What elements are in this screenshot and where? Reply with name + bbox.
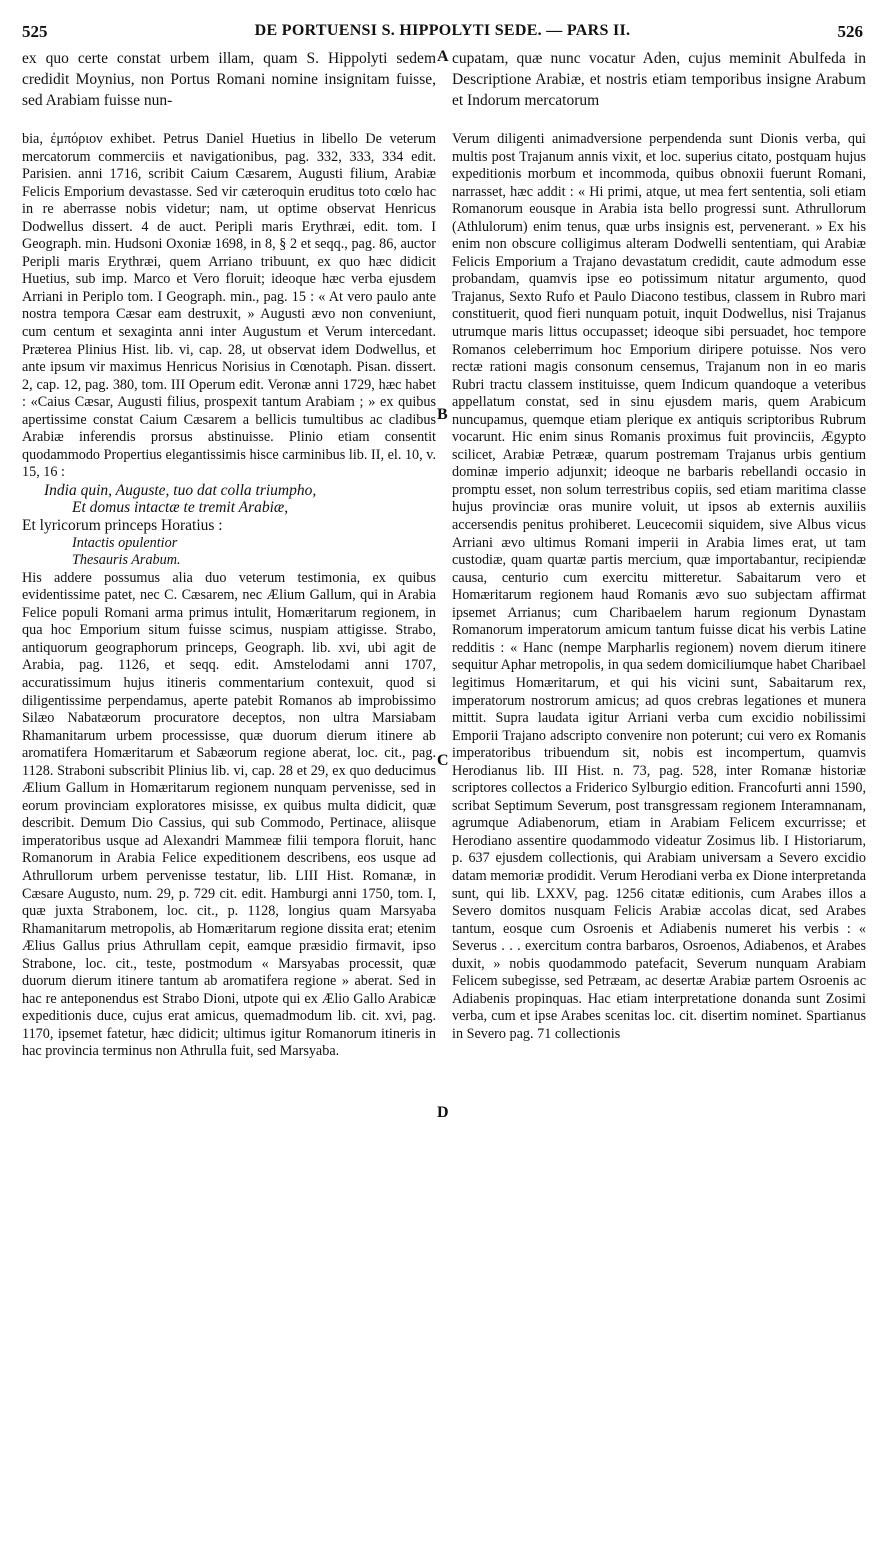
verse-line-1b: Et domus intactæ te tremit Arabiæ,: [72, 499, 289, 517]
margin-marker-b: B: [437, 406, 448, 423]
verse-line-1a: India quin, Auguste, tuo dat colla triumpho,: [44, 481, 317, 499]
bridge-line: Et lyricorum princeps Horatius :: [22, 517, 223, 535]
verse-line-2b: Thesauris Arabum.: [72, 552, 181, 569]
margin-marker-d: D: [437, 1104, 449, 1121]
page-header: [22, 22, 863, 42]
right-paragraph-1: Verum diligenti animadversione perpendenda sunt Dionis verba, qui multis post Trajanum annis vixit, et loc. superius citato, postquam hujus expeditionis morbum et incommoda, quibus obnoxii fuerunt Romani, narrasset, hæc addit : « Hi primi, atque, ut mea fert sententia, soli etiam Romanorum eousque in Arabia ista bello progressi sunt. Athrullorum (Athlulorum) enim tenus, quæ urbs insignis est, pervenerant. » Ex his enim non obscure colligimus alteram Dodwelli sententiam, qui Arabiæ Felicis Emporium a Trajano devastatum credidit, caute admodum esse probandam, quamvis ipse eo potissimum nitatur argumento, quod Trajanus, Sexto Rufo et Paulo Diacono testibus, classem in Rubro mari constituerit, quod fieri nunquam potuit, inquit Dodwellus, nisi Trajanus utrumque maris littus occupasset; ideoque sibi persuadet, hoc tempore Romanos celeberrimum hoc Emporium diripere potuisse. Nos vero rectæ rationi magis consonum censemus, Trajanum non in eo maris Rubri tractu classem instituisse, quem Indicum quandoque a veteribus appellatum constat, sed in sinu ejusdem maris, quem Arabicum nuncupamus, quemque etiam plerique ex antiquis scriptoribus Rubrum vocarunt. Hic enim sinus Romanis proximus fuit provinciis, Ægypto scilicet, Arabiæ Petrææ, quarum postremam Trajanus urbis gentium dominæ imperio adjunxit; ideoque ne barbaris rebellandi occasio in promptu esset, non solum terrestribus copiis, sed etiam maritima classe hujus provinciæ oras munire voluit, ut ipsos ab externis auxiliis accersendis penitus prohiberet. Leucecomii siquidem, sive Albus vicus Arriani ævo ultimus Romani imperii in Arabia limes erat, ut tam custodiæ, quam quartæ partis mercium, quæ importabantur, recipiendæ causa, centurio cum exercitu mitteretur. Sabaitarum vero et Homæritarum regionem haud Romanis ævo suo subjectam affirmat ipsemet Arrianus; cum Charibaelem harum regionum Dynastam Romanorum imperatorum amicum tantum fuisse dicat his verbis Latine redditis : « Hanc (nempe Marpharlis regionem) novem dierum itinere sequitur Aphar metropolis, in qua sedem domiciliumque habet Charibael legitimus Homæritarum, et qui his vicini sunt, Sabaitarum rex, imperatorum nostrorum amicus; ad quos crebras legationes et munera mittit. Supra laudata igitur Arriani verba cum excidio nobilissimi Emporii Trajano adscripto convenire non poterunt; cui vero ex Romanis imperatoribus tribuendum sit, nobis est incompertum, quamvis Herodianus lib. III Hist. n. 73, pag. 528, inter Romanæ historiæ scriptores collectos a Friderico Sylburgio edition. Francofurti anni 1590, scribat Septimum Severum, post transgressam regionem Interamnanam, agrumque Adiabenorum, etiam in Arabiam Felicem excurrisse; et Herodiano assentire quodammodo videatur Zosimus lib. I Historiarum, p. 637 ejusdem collectionis, qui Arabiam universam a Severo excidio datam memoriæ prodidit. Verum Herodiani verba ex Dione interpretanda sunt, qui lib. LXXV, pag. 1256 citatæ editionis, cum Arabes illos a Severo domitos nusquam Felicis Arabiæ accolas dicat, sed Arabes tantum, eosque cum Osroenis et Adiabenis numeret his verbis : « Severus . . . exercitum contra barbaros, Osroenos, Adiabenos, et Arabes duxit, » nobis quodammodo patefacit, Severum nunquam Arabiam Felicem subegisse, sed Petræam, ac desertæ Arabiæ partem Osroenis ac Adiabenis propinquas. Hac etiam interpretatione donanda sunt Zosimi verba, cum et ipse Arabes scenitas loc. cit. disertim nominet. Spartianus in Severo pag. 71 collectionis: [452, 131, 866, 1042]
verse-line-2a: Intactis opulentior: [72, 534, 178, 551]
page-number-left: 525: [22, 22, 48, 41]
right-top-paragraph: cupatam, quæ nunc vocatur Aden, cujus meminit Abulfeda in Descriptione Arabiæ, et nostris etiam temporibus insigne Arabum et Indorum mercatorum: [452, 50, 866, 109]
margin-marker-a: A: [437, 48, 449, 65]
left-column: [22, 48, 436, 1061]
margin-marker-c: C: [437, 752, 449, 769]
left-top-paragraph: ex quo certe constat urbem illam, quam S. Hippolyti sedem credidit Moynius, non Portus Romani nomine insignitam fuisse, sed Arabiam fuisse nun-: [22, 50, 436, 109]
left-paragraph-2: His addere possumus alia duo veterum testimonia, ex quibus evidentissime patet, nec C. Cæsarem, nec Ælium Gallum, qui in Arabia Felice populi Romani arma primus intulit, Homæritarum regionem, in qua hoc Emporium situm fuisse scimus, nuspiam attigisse. Strabo, antiquorum geographorum princeps, Geograph. lib. xvi, ubi agit de Arabia, pag. 1126, et seqq. edit. Amstelodami anni 1707, accuratissimum hujus itineris commentarium contexuit, quod si diligentissime perpendamus, aperte patebit Romanos ab improbissimo Silæo Nabatæorum procuratore deceptos, non ultra Marsiabam Rhamanitarum urbem processisse, quæ duorum dierum itinere ab aromatifera Homæritarum et Sabæorum regione aberat, loc. cit., pag. 1128. Straboni subscribit Plinius lib. vi, cap. 28 et 29, ex quo deducimus Ælium Gallum in Homæritarum regionem nunquam pervenisse, sed in eorum provinciam exploratores misisse, ex quibus multa didicit, quæ describit. Demum Dio Cassius, qui sub Commodo, Pertinace, aliisque imperatoribus usque ad Alexandri Mammeæ filii tempora floruit, hanc Romanorum in Arabia Felice expeditionem describens, eos usque ad Athrullorum urbem pervenisse testatur, lib. LIII Hist. Romanæ, in Cæsare Augusto, num. 29, p. 729 cit. edit. Hamburgi anni 1750, tom. I, quæ juxta Strabonem, loc. cit., p. 1128, longius quam Marsyaba Rhamanitarum metropolis, ab Homæritarum regione dissita erat; etenim Ælius Gallus prius Athrullam cepit, eamque præsidio firmavit, ipso Strabone, loc. cit., teste, postmodum « Marsyabas processit, quæ duorum dierum itinere tantum ab aromatifera regione » aberat. Sed in hac re anteponendus est Strabo Dioni, utpote qui ex Ælio Gallo Arabicæ expeditionis duce, cujus erat amicus, quemadmodum lib. cit. xvi, pag. 1170, ipsemet fatetur, hæc didicit; ultimus igitur Romanorum itineris in hac provincia terminus non Athrulla fuit, sed Marsyaba.: [22, 569, 436, 1060]
running-title: DE PORTUENSI S. HIPPOLYTI SEDE. — PARS II.: [254, 22, 631, 39]
left-paragraph-1: bia, ἐμπόριον exhibet. Petrus Daniel Huetius in libello De veterum mercatorum commerciis et navigationibus, pag. 332, 333, 334 edit. Parisien. anni 1716, scribit Caium Cæsarem, Augusti filium, Arabiæ Felicis Emporium devastasse. Sed vir cæteroquin eruditus toto cœlo hac in re aberrasse nobis videtur; nam, ut optime observat Henricus Dodwellus dissert. 4 de auct. Peripli maris Erythræi, edit. tom. I Geograph. min. Hudsoni Oxoniæ 1698, in 8, § 2 et seqq., pag. 86, auctor Peripli maris Erythræi, quem Arriano tribuunt, ex quo hæc didicit Huetius, sub imp. Marco et Vero floruit; ideoque hæc verba ejusdem Arriani in Periplo tom. I Geograph. min., pag. 15 : « At vero paulo ante nostra tempora Cæsar eam destruxit, » Augusti ævo non conveniunt, cum centum et sexaginta anni inter Augustum et Verum intercedant. Præterea Plinius Hist. lib. vi, cap. 28, ut observat idem Dodwellus, et ante ipsum vir maximus Henricus Norisius in Cœnotaph. Pisan. dissert. 2, cap. 12, pag. 380, tom. III Operum edit. Veronæ anni 1729, hæc habet : «Caius Cæsar, Augusti filius, prospexit tantum Arabiam ; » ex quibus apertissime constat Caium Cæsarem a bellicis tumultibus ac cladibus Arabiæ inferendis prorsus abstinuisse. Plinio etiam consentit quodammodo Propertius elegantissimis hisce carminibus lib. II, el. 10, v. 15, 16 :: [22, 131, 436, 481]
page-number-right: 526: [837, 22, 863, 41]
right-column: [452, 48, 866, 1043]
